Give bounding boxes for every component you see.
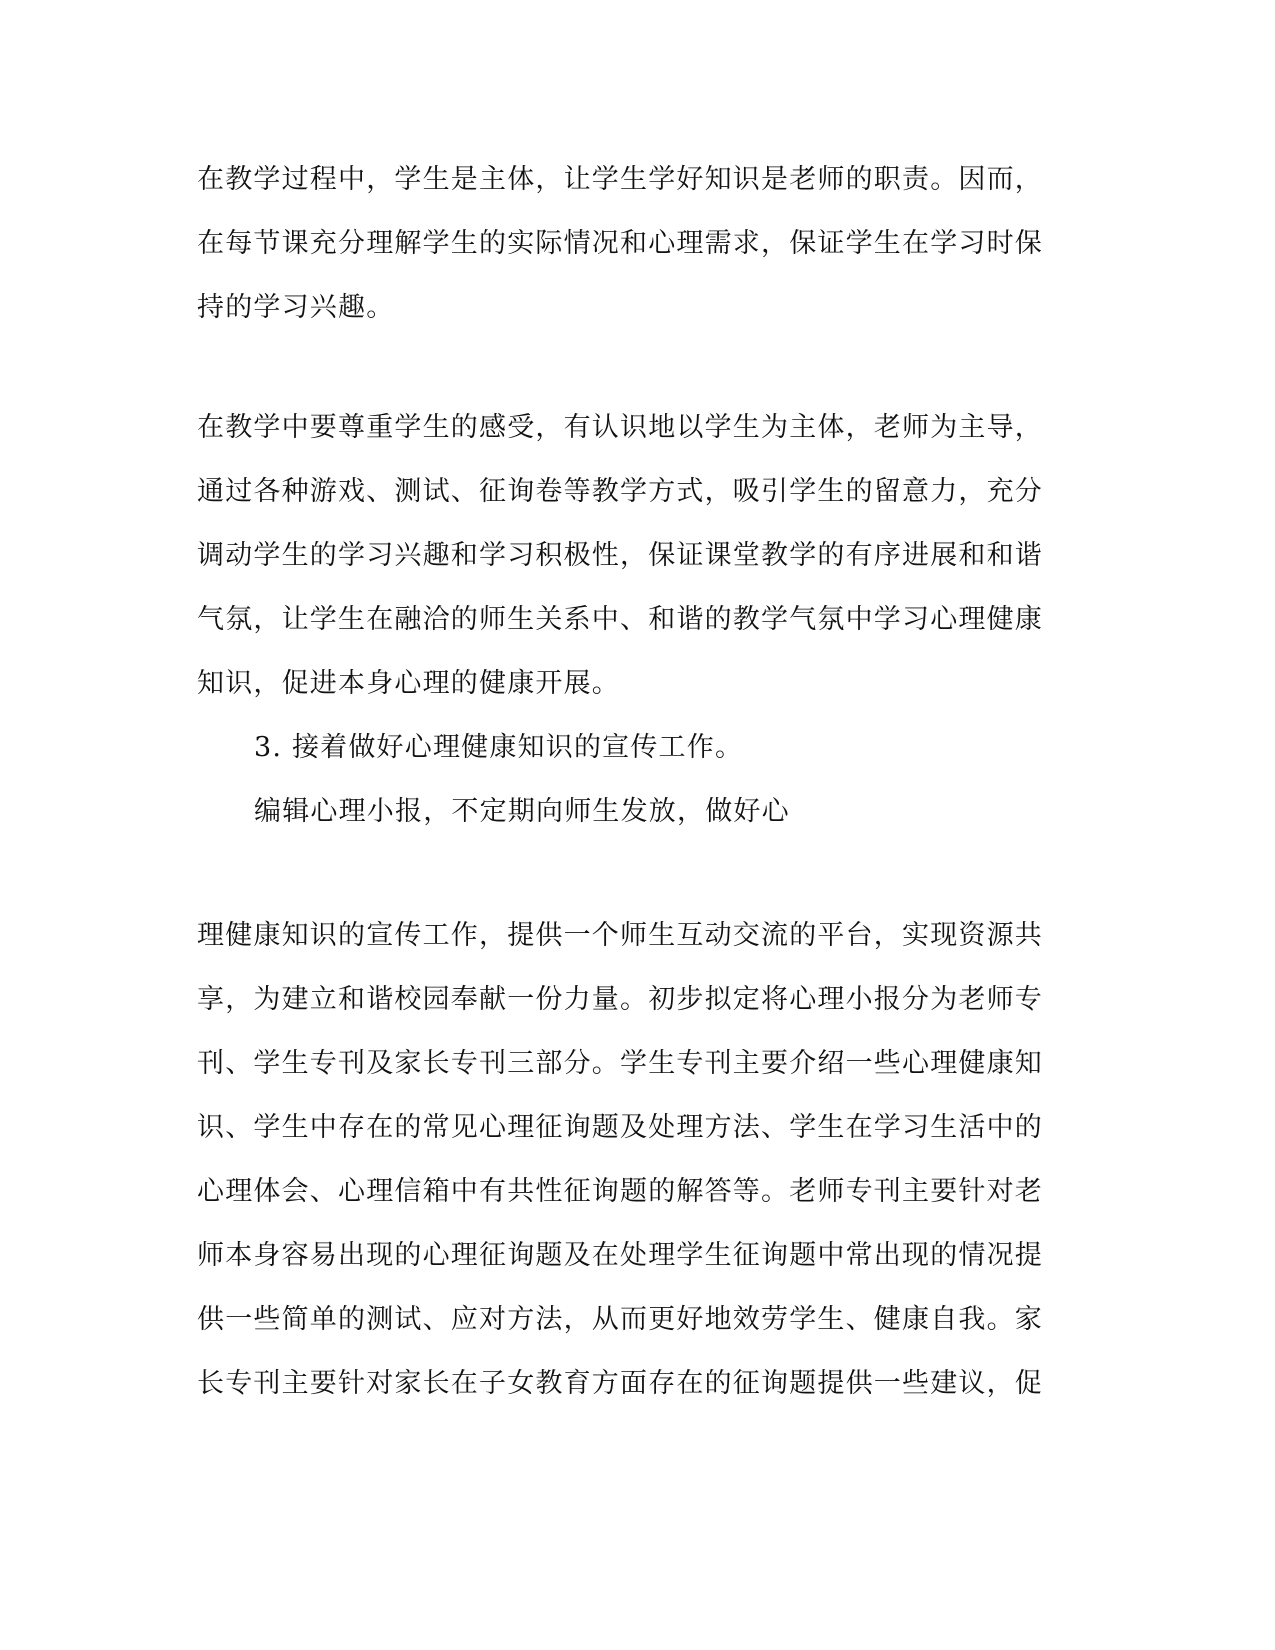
text-line: 知识，促进本身心理的健康开展。 bbox=[197, 668, 620, 699]
paragraph-3 bbox=[197, 716, 1077, 844]
paragraph-2 bbox=[197, 396, 1077, 716]
text-line: 理健康知识的宣传工作，提供一个师生互动交流的平台，实现资源共 bbox=[197, 920, 1043, 951]
text-line: 长专刊主要针对家长在子女教育方面存在的征询题提供一些建议，促 bbox=[197, 1368, 1043, 1399]
text-line: 通过各种游戏、测试、征询卷等教学方式，吸引学生的留意力，充分 bbox=[197, 476, 1043, 507]
text-line: 识、学生中存在的常见心理征询题及处理方法、学生在学习生活中的 bbox=[197, 1112, 1043, 1143]
text-line: 享，为建立和谐校园奉献一份力量。初步拟定将心理小报分为老师专 bbox=[197, 984, 1043, 1015]
text-line: 持的学习兴趣。 bbox=[197, 292, 395, 323]
text-line: 供一些简单的测试、应对方法，从而更好地效劳学生、健康自我。家 bbox=[197, 1304, 1043, 1335]
text-line: 刊、学生专刊及家长专刊三部分。学生专刊主要介绍一些心理健康知 bbox=[197, 1048, 1043, 1079]
paragraph-4 bbox=[197, 904, 1077, 1416]
text-line: 心理体会、心理信箱中有共性征询题的解答等。老师专刊主要针对老 bbox=[197, 1176, 1043, 1207]
text-line: 师本身容易出现的心理征询题及在处理学生征询题中常出现的情况提 bbox=[197, 1240, 1043, 1271]
text-line: 在每节课充分理解学生的实际情况和心理需求，保证学生在学习时保 bbox=[197, 228, 1043, 259]
paragraph-1 bbox=[197, 148, 1077, 340]
text-line: 在教学过程中，学生是主体，让学生学好知识是老师的职责。因而， bbox=[197, 164, 1043, 195]
text-line: 气氛，让学生在融洽的师生关系中、和谐的教学气氛中学习心理健康 bbox=[197, 604, 1043, 635]
text-line: 编辑心理小报，不定期向师生发放，做好心 bbox=[254, 796, 790, 827]
numbered-heading: 3. 接着做好心理健康知识的宣传工作。 bbox=[254, 732, 744, 763]
text-line: 在教学中要尊重学生的感受，有认识地以学生为主体，老师为主导， bbox=[197, 412, 1043, 443]
text-line: 调动学生的学习兴趣和学习积极性，保证课堂教学的有序进展和和谐 bbox=[197, 540, 1043, 571]
